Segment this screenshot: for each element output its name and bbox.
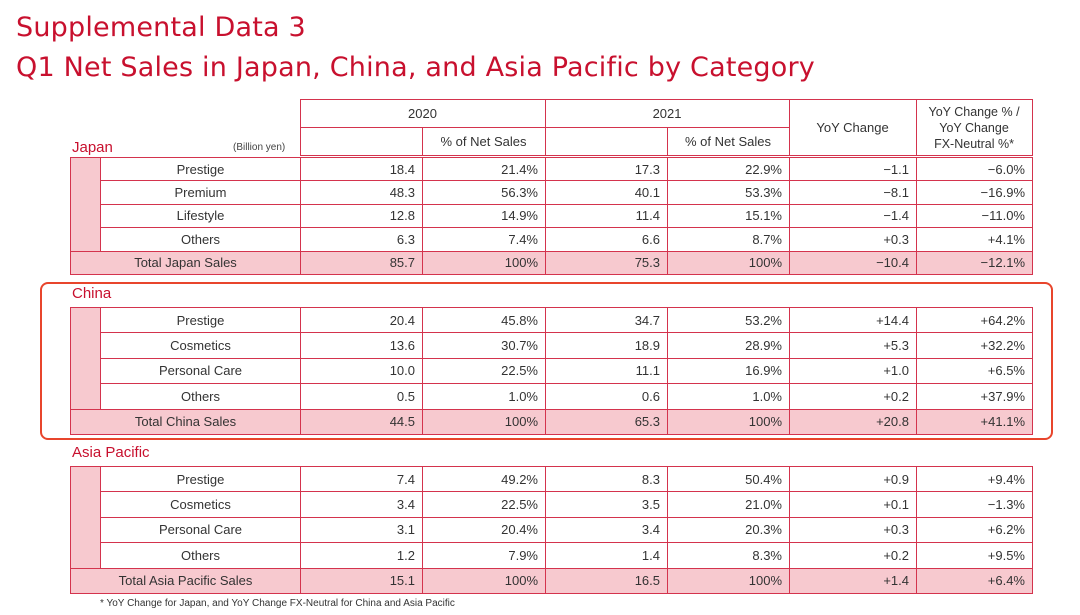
value-2020-cell: 44.5 <box>301 409 423 434</box>
pct-2021-cell: 22.9% <box>668 158 790 181</box>
yoy-pct-cell: +6.4% <box>917 568 1033 593</box>
segment-label-japan: Japan <box>72 139 113 156</box>
value-2021-cell: 0.6 <box>546 384 668 409</box>
yoy-pct-cell: +6.2% <box>917 517 1033 542</box>
value-2020-cell: 85.7 <box>301 251 423 274</box>
value-2020-cell: 7.4 <box>301 467 423 492</box>
table-row <box>71 384 1033 409</box>
pct-2020-cell: 56.3% <box>423 181 546 204</box>
unit-label: (Billion yen) <box>233 142 286 153</box>
value-2021-cell: 1.4 <box>546 543 668 568</box>
pct-2020-cell: 100% <box>423 409 546 434</box>
total-label: Total Asia Pacific Sales <box>71 568 301 593</box>
yoy-pct-cell: −1.3% <box>917 492 1033 517</box>
pct-2021-header: % of Net Sales <box>667 128 789 156</box>
year-2021-header: 2021 <box>545 100 789 128</box>
footnote: * YoY Change for Japan, and YoY Change FX-Neutral for China and Asia Pacific <box>100 598 455 609</box>
table-row <box>71 228 1033 251</box>
pct-2021-cell: 100% <box>668 251 790 274</box>
japan-table <box>70 157 1033 275</box>
yoy-change-cell: +0.2 <box>790 543 917 568</box>
pct-2021-cell: 21.0% <box>668 492 790 517</box>
value-2020-cell: 0.5 <box>301 384 423 409</box>
table-row <box>71 158 1033 181</box>
value-2020-cell: 20.4 <box>301 308 423 333</box>
yoy-pct-cell: +9.5% <box>917 543 1033 568</box>
value-2020-header <box>300 128 422 156</box>
value-2021-cell: 34.7 <box>546 308 668 333</box>
value-2020-cell: 15.1 <box>301 568 423 593</box>
segment-label-china: China <box>72 285 112 302</box>
pct-2020-cell: 14.9% <box>423 204 546 227</box>
yoy-change-cell: +14.4 <box>790 308 917 333</box>
yoy-pct-header: YoY Change % / YoY Change FX-Neutral %* <box>916 100 1032 156</box>
yoy-change-cell: −8.1 <box>790 181 917 204</box>
table-row <box>71 358 1033 383</box>
pct-2020-cell: 49.2% <box>423 467 546 492</box>
category-cell: Premium <box>101 181 301 204</box>
yoy-pct-cell: −6.0% <box>917 158 1033 181</box>
yoy-pct-cell: +32.2% <box>917 333 1033 358</box>
table-row <box>71 517 1033 542</box>
value-2021-cell: 11.1 <box>546 358 668 383</box>
pct-2021-cell: 100% <box>668 568 790 593</box>
segment-indent-bar <box>71 308 101 410</box>
pct-2020-cell: 30.7% <box>423 333 546 358</box>
pct-2021-cell: 50.4% <box>668 467 790 492</box>
value-2020-cell: 6.3 <box>301 228 423 251</box>
yoy-change-cell: −1.1 <box>790 158 917 181</box>
yoy-change-cell: +0.3 <box>790 228 917 251</box>
table-row <box>71 181 1033 204</box>
value-2021-cell: 17.3 <box>546 158 668 181</box>
asia-pacific-table <box>70 466 1033 594</box>
pct-2020-cell: 22.5% <box>423 492 546 517</box>
yoy-change-cell: +0.9 <box>790 467 917 492</box>
category-cell: Prestige <box>101 158 301 181</box>
yoy-change-cell: +1.0 <box>790 358 917 383</box>
yoy-change-cell: +1.4 <box>790 568 917 593</box>
value-2021-cell: 11.4 <box>546 204 668 227</box>
yoy-pct-cell: +6.5% <box>917 358 1033 383</box>
pct-2020-cell: 100% <box>423 251 546 274</box>
pct-2020-cell: 45.8% <box>423 308 546 333</box>
pct-2021-cell: 8.3% <box>668 543 790 568</box>
yoy-change-cell: −10.4 <box>790 251 917 274</box>
segment-label-asia-pacific: Asia Pacific <box>72 444 150 461</box>
yoy-change-cell: +0.2 <box>790 384 917 409</box>
pct-2020-cell: 20.4% <box>423 517 546 542</box>
total-row <box>71 568 1033 593</box>
column-header <box>70 99 1033 156</box>
yoy-pct-cell: +9.4% <box>917 467 1033 492</box>
value-2020-cell: 18.4 <box>301 158 423 181</box>
value-2021-header <box>545 128 667 156</box>
pct-2021-cell: 100% <box>668 409 790 434</box>
category-cell: Others <box>101 384 301 409</box>
yoy-change-cell: −1.4 <box>790 204 917 227</box>
category-cell: Others <box>101 543 301 568</box>
yoy-change-cell: +0.1 <box>790 492 917 517</box>
yoy-pct-cell: −12.1% <box>917 251 1033 274</box>
pct-2021-cell: 53.2% <box>668 308 790 333</box>
table-row <box>71 204 1033 227</box>
pct-2021-cell: 16.9% <box>668 358 790 383</box>
title-line-1: Supplemental Data 3 <box>16 12 306 43</box>
yoy-change-cell: +20.8 <box>790 409 917 434</box>
yoy-change-header: YoY Change <box>789 100 916 156</box>
value-2020-cell: 48.3 <box>301 181 423 204</box>
pct-2021-cell: 20.3% <box>668 517 790 542</box>
pct-2020-cell: 7.9% <box>423 543 546 568</box>
segment-indent-bar <box>71 158 101 252</box>
category-cell: Prestige <box>101 467 301 492</box>
total-row <box>71 409 1033 434</box>
pct-2020-cell: 21.4% <box>423 158 546 181</box>
yoy-pct-cell: −11.0% <box>917 204 1033 227</box>
category-cell: Cosmetics <box>101 492 301 517</box>
year-2020-header: 2020 <box>300 100 545 128</box>
pct-2020-header: % of Net Sales <box>422 128 545 156</box>
pct-2021-cell: 8.7% <box>668 228 790 251</box>
value-2020-cell: 12.8 <box>301 204 423 227</box>
value-2020-cell: 3.1 <box>301 517 423 542</box>
total-row <box>71 251 1033 274</box>
category-cell: Others <box>101 228 301 251</box>
total-label: Total Japan Sales <box>71 251 301 274</box>
value-2021-cell: 65.3 <box>546 409 668 434</box>
value-2021-cell: 3.4 <box>546 517 668 542</box>
title-line-2: Q1 Net Sales in Japan, China, and Asia Pacific by Category <box>16 52 815 83</box>
table-row <box>71 492 1033 517</box>
value-2020-cell: 13.6 <box>301 333 423 358</box>
value-2021-cell: 40.1 <box>546 181 668 204</box>
value-2021-cell: 16.5 <box>546 568 668 593</box>
pct-2021-cell: 28.9% <box>668 333 790 358</box>
table-row <box>71 308 1033 333</box>
table-row <box>71 333 1033 358</box>
value-2020-cell: 10.0 <box>301 358 423 383</box>
pct-2020-cell: 7.4% <box>423 228 546 251</box>
category-cell: Prestige <box>101 308 301 333</box>
value-2021-cell: 8.3 <box>546 467 668 492</box>
value-2020-cell: 3.4 <box>301 492 423 517</box>
yoy-pct-cell: +4.1% <box>917 228 1033 251</box>
segment-indent-bar <box>71 467 101 569</box>
pct-2021-cell: 1.0% <box>668 384 790 409</box>
value-2021-cell: 3.5 <box>546 492 668 517</box>
yoy-pct-cell: +37.9% <box>917 384 1033 409</box>
value-2021-cell: 18.9 <box>546 333 668 358</box>
category-cell: Personal Care <box>101 517 301 542</box>
yoy-pct-cell: +41.1% <box>917 409 1033 434</box>
pct-2021-cell: 53.3% <box>668 181 790 204</box>
pct-2020-cell: 1.0% <box>423 384 546 409</box>
category-cell: Cosmetics <box>101 333 301 358</box>
value-2020-cell: 1.2 <box>301 543 423 568</box>
yoy-pct-cell: +64.2% <box>917 308 1033 333</box>
table-row <box>71 467 1033 492</box>
yoy-change-cell: +0.3 <box>790 517 917 542</box>
pct-2020-cell: 22.5% <box>423 358 546 383</box>
china-table <box>70 307 1033 435</box>
pct-2020-cell: 100% <box>423 568 546 593</box>
total-label: Total China Sales <box>71 409 301 434</box>
category-cell: Personal Care <box>101 358 301 383</box>
table-row <box>71 543 1033 568</box>
value-2021-cell: 6.6 <box>546 228 668 251</box>
yoy-change-cell: +5.3 <box>790 333 917 358</box>
category-cell: Lifestyle <box>101 204 301 227</box>
value-2021-cell: 75.3 <box>546 251 668 274</box>
yoy-pct-cell: −16.9% <box>917 181 1033 204</box>
pct-2021-cell: 15.1% <box>668 204 790 227</box>
